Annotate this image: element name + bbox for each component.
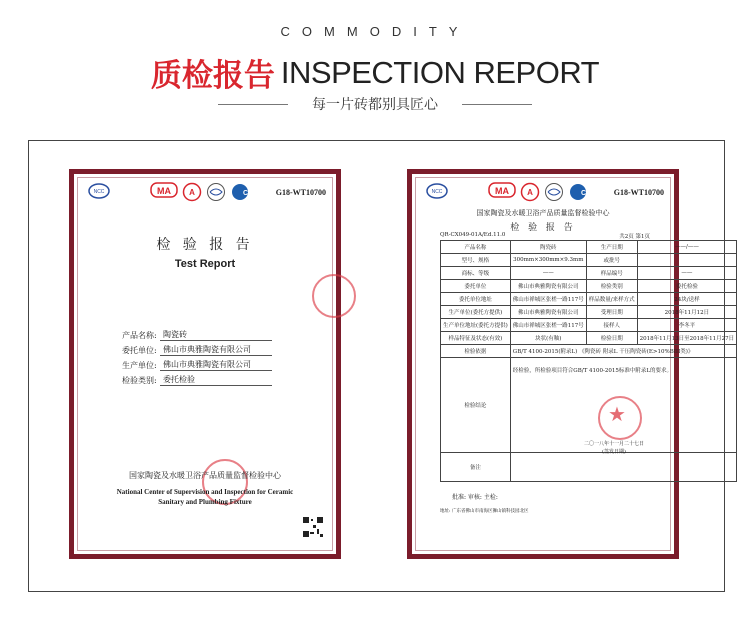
table-cell: 检验日期: [586, 332, 637, 345]
table-row: [441, 293, 737, 306]
field-row: [122, 341, 272, 356]
remark-value: [510, 453, 736, 482]
cover-title-cn: 检 验 报 告: [156, 237, 254, 253]
cma-logo-icon: [150, 182, 178, 204]
cover-logos: [88, 182, 326, 208]
field-label: 产品名称:: [122, 331, 157, 340]
cert-number: G18-WT10700: [613, 188, 664, 197]
table-cell: 李冬平: [637, 319, 737, 332]
field-label: 生产单位:: [122, 361, 157, 370]
table-cell: ——/——: [637, 241, 737, 254]
divider-right: [462, 104, 532, 105]
table-row: [441, 332, 737, 345]
ncc-logo-icon: [426, 182, 448, 202]
table-cell: 佛山市禅城区张槎一路117号: [510, 293, 586, 306]
table-cell: 受理日期: [586, 306, 637, 319]
table-cell: [637, 254, 737, 267]
cover-fields: [122, 326, 272, 386]
page-title-cn: 检 验 报 告: [510, 223, 576, 233]
table-cell: ——: [637, 267, 737, 280]
table-row: [441, 280, 737, 293]
subtitle: 每一片砖都别具匠心: [312, 97, 438, 113]
table-cell: 生产日期: [586, 241, 637, 254]
table-cell: 样品编号: [586, 267, 637, 280]
svg-text:A: A: [527, 188, 533, 197]
table-cell: 2018年11月12日: [637, 306, 737, 319]
table-cell: 佛山市典雅陶瓷有限公司: [510, 280, 586, 293]
svg-text:NCC: NCC: [431, 189, 443, 195]
svg-text:CNAS: CNAS: [581, 190, 601, 197]
svg-text:MA: MA: [157, 186, 171, 196]
table-cell: 委托检验: [637, 280, 737, 293]
table-cell: 型号、规格: [441, 254, 511, 267]
center-name: 国家陶瓷及水暖卫浴产品质量监督检验中心: [476, 209, 610, 217]
report-page: [411, 173, 735, 555]
table-row: [441, 254, 737, 267]
table-cell: 300mm×300mm×9.3mm: [510, 254, 586, 267]
cover-footer-cn: 国家陶瓷及水暖卫浴产品质量监督检验中心: [129, 471, 281, 480]
title-cn: 质检报告: [150, 58, 275, 94]
table-cell: 佛山市典雅陶瓷有限公司: [510, 306, 586, 319]
field-value: 委托检验: [160, 374, 272, 386]
cnas-logo-icon: [568, 182, 601, 202]
ncc-logo-icon: [88, 182, 110, 202]
doc-number: QR-CX049-01A/Ed.11.0: [440, 232, 506, 238]
table-cell: 接样人: [586, 319, 637, 332]
field-label: 委托单位:: [122, 346, 157, 355]
cal-logo-icon: [182, 182, 202, 202]
table-row: [441, 453, 737, 482]
cal-logo-icon: [520, 182, 540, 202]
cert-number: G18-WT10700: [275, 188, 326, 197]
table-cell: 24块/送样: [637, 293, 737, 306]
field-value: 佛山市典雅陶瓷有限公司: [160, 344, 272, 356]
table-cell: 样品特征及状态(有效): [441, 332, 511, 345]
signatures: 批准: 审核: 主检:: [452, 494, 498, 501]
table-row: [441, 241, 737, 254]
field-row: [122, 371, 272, 386]
table-row: [441, 319, 737, 332]
report-frame: [28, 140, 735, 592]
address: 地址: 广东省佛山市南海区狮山镇科技园北区: [440, 509, 529, 514]
conclusion-label: 检验结论: [441, 358, 511, 453]
svg-text:NCC: NCC: [93, 189, 105, 195]
subtitle-row: [0, 94, 750, 116]
page-number: 共2页 第1页: [619, 234, 650, 240]
title-en: INSPECTION REPORT: [280, 54, 600, 90]
issue-note: (签发日期): [602, 449, 626, 455]
table-cell: 商标、等级: [441, 267, 511, 280]
star-icon: ★: [608, 402, 626, 426]
page-logos: [426, 182, 664, 208]
table-row: [441, 306, 737, 319]
cover-footer-en-2: Sanitary and Plumbing Fixture: [158, 498, 252, 506]
svg-text:CNAS: CNAS: [243, 190, 263, 197]
basis-label: 检验依据: [441, 345, 511, 358]
qr-code-icon: [302, 516, 324, 538]
remark-label: 备注: [441, 453, 511, 482]
table-cell: ——: [510, 267, 586, 280]
conclusion-value: 经检验，所检验项目符合GB/T 4100-2015标准中附录L的要求。: [510, 358, 736, 453]
table-row: [441, 267, 737, 280]
report-cover: [73, 173, 337, 555]
table-cell: 样品数量/来样方式: [586, 293, 637, 306]
table-cell: 生产单位地址(委托方提供): [441, 319, 511, 332]
table-cell: 委托单位地址: [441, 293, 511, 306]
field-value: 陶瓷砖: [160, 329, 272, 341]
cover-footer-en-1: National Center of Supervision and Inspection for Ceramic: [116, 488, 294, 496]
table-cell: 或批号: [586, 254, 637, 267]
table-cell: 委托单位: [441, 280, 511, 293]
basis-value: GB/T 4100-2015(附录L) 《陶瓷砖 附录L 干压陶瓷砖(E>10%BIII类)》: [510, 345, 736, 358]
table-cell: 块状(有釉): [510, 332, 586, 345]
field-row: [122, 356, 272, 371]
ilac-logo-icon: [544, 182, 564, 202]
cnas-logo-icon: [230, 182, 263, 202]
red-stamp: [312, 274, 356, 318]
table-cell: 2018年11月13日至2018年11月27日: [637, 332, 737, 345]
table-cell: 检验类别: [586, 280, 637, 293]
table-cell: 产品名称: [441, 241, 511, 254]
page-title: [0, 50, 750, 95]
cover-title-en: Test Report: [174, 258, 236, 270]
field-label: 检验类别:: [122, 376, 157, 385]
table-row: [441, 358, 737, 453]
ilac-logo-icon: [206, 182, 226, 202]
issue-date: 二〇一八年十一月二十七日: [584, 441, 645, 447]
cma-logo-icon: [488, 182, 516, 204]
table-cell: 陶瓷砖: [510, 241, 586, 254]
field-row: [122, 326, 272, 341]
table-cell: 生产单位(委托方提供): [441, 306, 511, 319]
commodity-label: COMMODITY: [280, 24, 470, 39]
svg-text:A: A: [189, 188, 195, 197]
table-cell: 佛山市禅城区张槎一路117号: [510, 319, 586, 332]
svg-text:MA: MA: [495, 186, 509, 196]
field-value: 佛山市典雅陶瓷有限公司: [160, 359, 272, 371]
table-row: [441, 345, 737, 358]
